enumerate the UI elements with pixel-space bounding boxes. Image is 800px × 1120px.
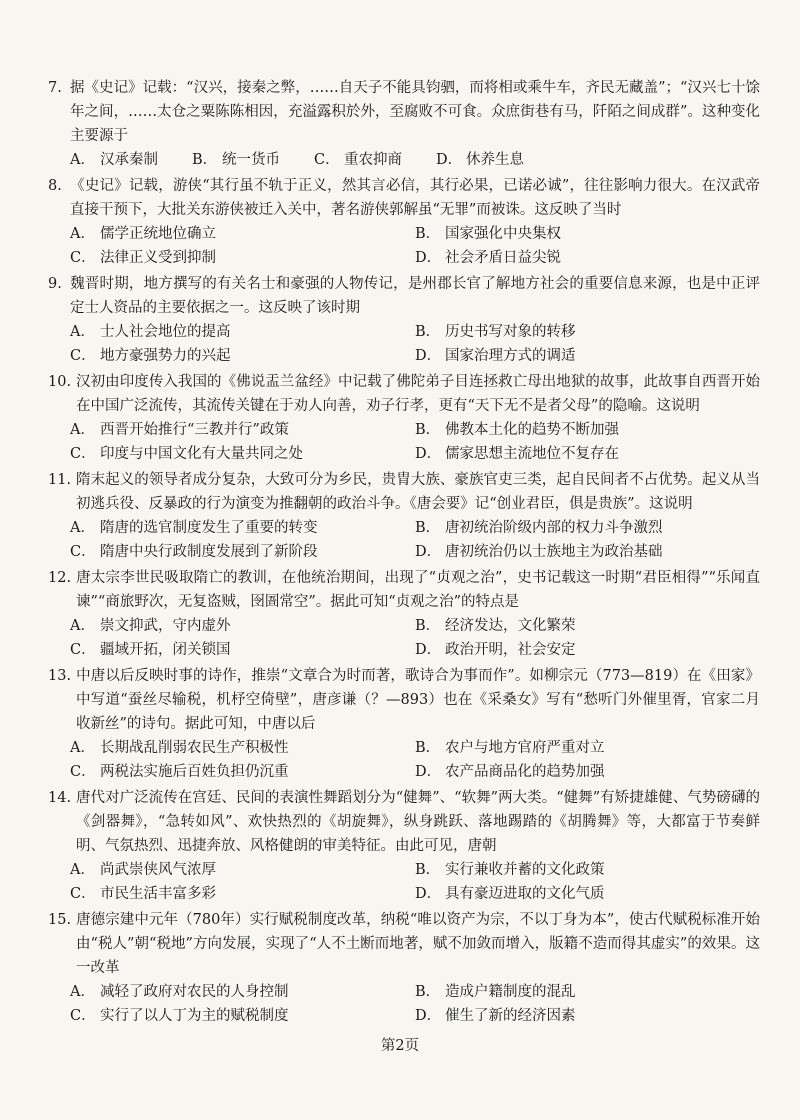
answer-option [415,760,760,784]
option-text: 市民生活丰富多彩 [100,886,216,902]
option-list [48,858,760,906]
answer-option [415,246,760,270]
option-text: 具有豪迈进取的文化气质 [445,886,605,902]
question-number: 7. [48,80,62,96]
option-letter: C． [70,544,96,560]
option-letter: D． [415,886,442,902]
answer-option [70,442,415,466]
option-text: 经济发达，文化繁荣 [445,618,576,634]
question-stem [48,908,760,980]
answer-option [415,638,760,662]
option-text: 减轻了政府对农民的人身控制 [100,984,289,1000]
question [48,272,760,368]
option-text: 汉承秦制 [100,152,158,168]
option-text: 佛教本土化的趋势不断加强 [445,422,619,438]
option-letter: C． [314,152,340,168]
option-list [48,148,760,172]
option-letter: B． [415,324,441,340]
question-text: 据《史记》记载：“汉兴，接秦之弊，……自天子不能具钧驷，而将相或乘牛车，齐民无藏盖”；“汉兴七十馀年之间，……太仓之粟陈陈相因，充溢露积於外，至腐败不可食。众庶街巷有马，阡陌之间成群”。这种变化主要源于 [70,80,760,144]
option-text: 隋唐中央行政制度发展到了新阶段 [100,544,318,560]
option-letter: A． [70,740,95,756]
option-letter: A． [70,226,95,242]
question [48,468,760,564]
question-stem [48,174,760,222]
answer-option [415,442,760,466]
option-letter: D． [415,348,442,364]
question-number: 10. [48,374,72,390]
question-text: 隋末起义的领导者成分复杂，大致可分为乡民，贵胄大族、豪族官吏三类，起自民间者不占优势。起义从当初逃兵役、反暴政的行为演变为推翻朝的政治斗争。《唐会要》记“创业君臣，俱是贵族”。这说明 [76,472,760,512]
answer-option [192,148,280,172]
option-letter: C． [70,348,96,364]
option-text: 历史书写对象的转移 [445,324,576,340]
option-text: 实行兼收并蓄的文化政策 [445,862,605,878]
option-list [48,418,760,466]
option-letter: A． [70,324,95,340]
answer-option [415,540,760,564]
option-text: 实行了以人丁为主的赋税制度 [100,1008,289,1024]
answer-option [70,858,415,882]
option-text: 社会矛盾日益尖锐 [445,250,561,266]
answer-option [70,320,415,344]
option-text: 儒家思想主流地位不复存在 [445,446,619,462]
option-list [48,980,760,1028]
option-text: 长期战乱削弱农民生产积极性 [100,740,289,756]
option-text: 法律正义受到抑制 [100,250,216,266]
answer-option [415,882,760,906]
page-number: 第2页 [380,1038,420,1054]
question-text: 唐德宗建中元年（780年）实行赋税制度改革，纳税“唯以资产为宗，不以丁身为本”，使古代赋税标准开始由“税人”朝“税地”方向发展，实现了“人不土断而地著，赋不加敛而增入，版籍不造而得其虚实”的效果。这一改革 [76,912,760,976]
option-letter: B． [415,862,441,878]
answer-option [70,614,415,638]
option-text: 疆域开拓，闭关锁国 [100,642,231,658]
option-text: 西晋开始推行“三教并行”政策 [100,422,289,438]
question-number: 11. [48,472,72,488]
question-text: 《史记》记载，游侠“其行虽不轨于正义，然其言必信，其行必果，已诺必诚”，往往影响力很大。在汉武帝直接干预下，大批关东游侠被迁入关中，著名游侠郭解虽“无罪”而被诛。这反映了当时 [70,178,760,218]
option-letter: A． [70,152,95,168]
option-text: 催生了新的经济因素 [445,1008,576,1024]
answer-option [314,148,402,172]
answer-option [70,148,158,172]
option-letter: C． [70,642,96,658]
answer-option [415,344,760,368]
option-letter: D． [436,152,463,168]
option-list [48,614,760,662]
option-text: 国家强化中央集权 [445,226,561,242]
question-stem [48,272,760,320]
option-text: 印度与中国文化有大量共同之处 [100,446,303,462]
answer-option [70,638,415,662]
option-letter: B． [415,618,441,634]
answer-option [70,1004,415,1028]
option-letter: B． [415,422,441,438]
option-text: 重农抑商 [344,152,402,168]
question [48,908,760,1028]
question-stem [48,664,760,736]
option-letter: A． [70,520,95,536]
option-letter: D． [415,250,442,266]
option-letter: A． [70,984,95,1000]
option-letter: A． [70,422,95,438]
question [48,174,760,270]
option-letter: D． [415,764,442,780]
question-number: 8. [48,178,62,194]
question-stem [48,566,760,614]
option-text: 儒学正统地位确立 [100,226,216,242]
question-stem [48,370,760,418]
option-text: 两税法实施后百姓负担仍沉重 [100,764,289,780]
answer-option [70,344,415,368]
option-letter: B． [415,740,441,756]
answer-option [415,614,760,638]
question [48,566,760,662]
question-number: 15. [48,912,72,928]
question-number: 14. [48,790,72,806]
option-text: 农产品商品化的趋势加强 [445,764,605,780]
option-list [48,516,760,564]
answer-option [70,736,415,760]
question-number: 9. [48,276,62,292]
option-letter: B． [415,984,441,1000]
option-list [48,320,760,368]
question [48,664,760,784]
question [48,76,760,172]
option-text: 唐初统治阶级内部的权力斗争激烈 [445,520,663,536]
question-text: 中唐以后反映时事的诗作，推崇“文章合为时而著，歌诗合为事而作”。如柳宗元（773—819）在《田家》中写道“蚕丝尽输税，机杼空倚壁”，唐彦谦（？—893）也在《采桑女》写有“愁听门外催里胥，官家二月收新丝”的诗句。据此可知，中唐以后 [76,668,760,732]
option-text: 崇文抑武，守内虚外 [100,618,231,634]
option-letter: C． [70,446,96,462]
option-text: 尚武崇侠风气浓厚 [100,862,216,878]
answer-option [70,760,415,784]
option-text: 农户与地方官府严重对立 [445,740,605,756]
option-letter: C． [70,250,96,266]
question-text: 汉初由印度传入我国的《佛说盂兰盆经》中记载了佛陀弟子目连拯救亡母出地狱的故事，此故事自西晋开始在中国广泛流传，其流传关键在于劝人向善，劝子行孝，更有“天下无不是者父母”的隐喻。这说明 [76,374,760,414]
answer-option [415,736,760,760]
option-text: 士人社会地位的提高 [100,324,231,340]
option-list [48,222,760,270]
question [48,786,760,906]
question-text: 唐代对广泛流传在宫廷、民间的表演性舞蹈划分为“健舞”、“软舞”两大类。“健舞”有矫捷雄健、气势磅礴的《剑器舞》，“急转如风”、欢快热烈的《胡旋舞》，纵身跳跃、落地踢踏的《胡腾舞》等，大都富于节奏鲜明、气氛热烈、迅捷奔放、风格健朗的审美特征。由此可见，唐朝 [76,790,760,854]
option-text: 造成户籍制度的混乱 [445,984,576,1000]
option-letter: B． [415,520,441,536]
answer-option [70,222,415,246]
question-number: 12. [48,570,72,586]
option-letter: D． [415,544,442,560]
answer-option [415,516,760,540]
answer-option [70,980,415,1004]
answer-option [415,320,760,344]
option-text: 隋唐的选官制度发生了重要的转变 [100,520,318,536]
answer-option [415,980,760,1004]
question-stem [48,468,760,516]
option-text: 休养生息 [466,152,524,168]
answer-option [70,540,415,564]
question-stem [48,786,760,858]
option-letter: C． [70,886,96,902]
option-text: 国家治理方式的调适 [445,348,576,364]
option-text: 政治开明，社会安定 [445,642,576,658]
option-letter: A． [70,862,95,878]
option-letter: D． [415,446,442,462]
option-list [48,736,760,784]
option-text: 统一货币 [222,152,280,168]
option-letter: A． [70,618,95,634]
answer-option [70,418,415,442]
question-number: 13. [48,668,72,684]
answer-option [415,1004,760,1028]
option-letter: B． [415,226,441,242]
option-letter: C． [70,1008,96,1024]
question [48,370,760,466]
question-text: 唐太宗李世民吸取隋亡的教训，在他统治期间，出现了“贞观之治”，史书记载这一时期“君臣相得”“乐闻直谏”“商旅野次，无复盗贼，囹圄常空”。据此可知“贞观之治”的特点是 [76,570,760,610]
answer-option [70,246,415,270]
question-stem [48,76,760,148]
option-letter: D． [415,1008,442,1024]
option-letter: C． [70,764,96,780]
answer-option [415,858,760,882]
question-list [48,76,760,1028]
option-text: 地方豪强势力的兴起 [100,348,231,364]
answer-option [415,222,760,246]
answer-option [70,516,415,540]
question-text: 魏晋时期，地方撰写的有关名士和豪强的人物传记，是州郡长官了解地方社会的重要信息来源，也是中正评定士人资品的主要依据之一。这反映了该时期 [70,276,760,316]
option-text: 唐初统治仍以士族地主为政治基础 [445,544,663,560]
answer-option [415,418,760,442]
option-letter: D． [415,642,442,658]
answer-option [436,148,524,172]
option-letter: B． [192,152,218,168]
answer-option [70,882,415,906]
